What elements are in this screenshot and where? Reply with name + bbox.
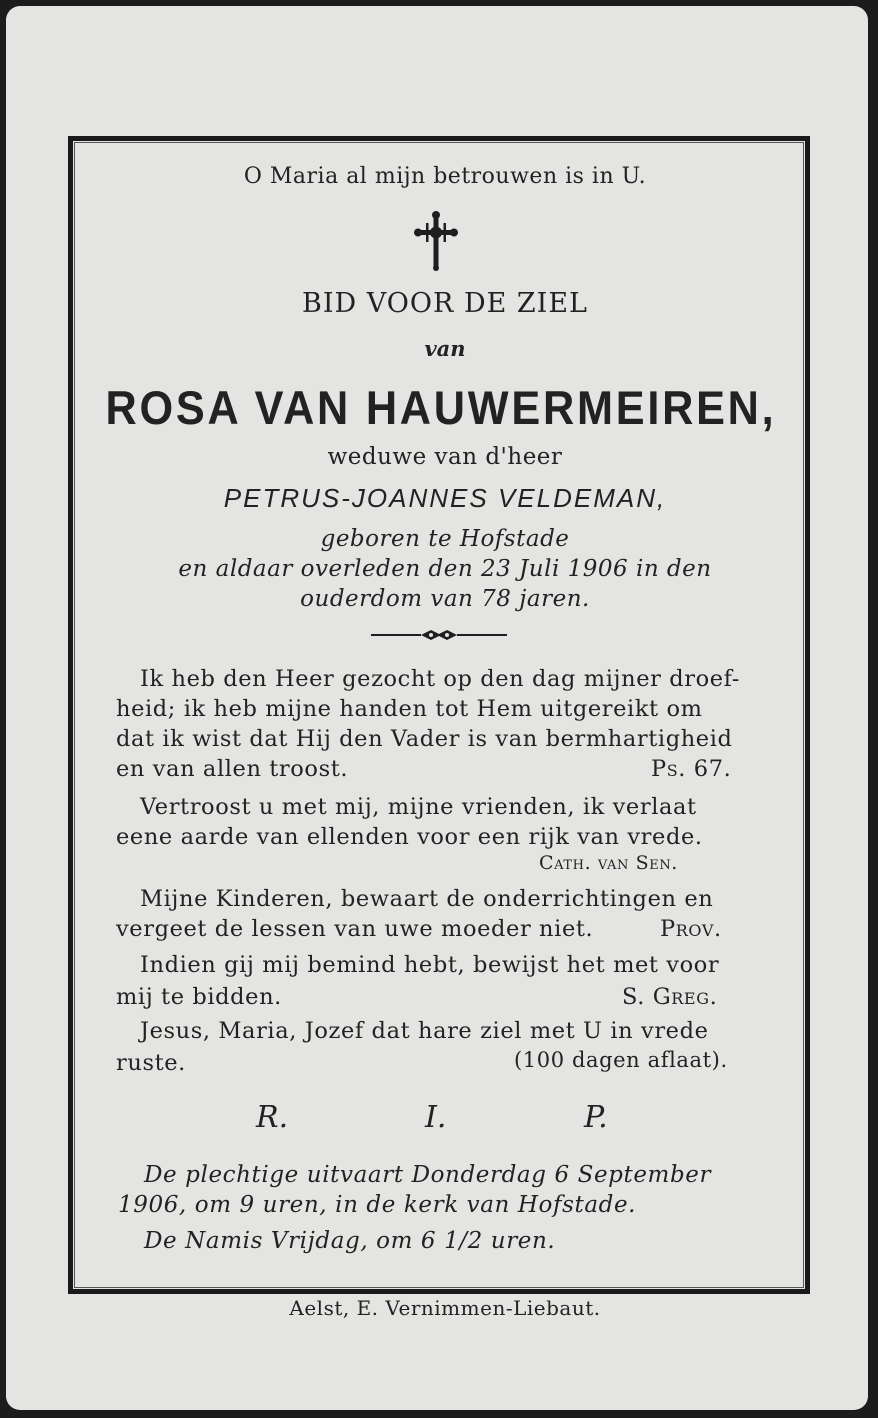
verse-1-source: Ps. 67. bbox=[651, 756, 732, 782]
birth-line: geboren te Hofstade bbox=[320, 526, 570, 552]
verse-5-source: (100 dagen aflaat). bbox=[514, 1048, 728, 1072]
rip-p: P. bbox=[584, 1100, 608, 1135]
verse-3-line-1: Mijne Kinderen, bewaart de onderrichtingen en bbox=[140, 886, 714, 912]
funeral-line-2: 1906, om 9 uren, in de kerk van Hofstade. bbox=[118, 1192, 637, 1218]
spouse-name: PETRUS-JOANNES VELDEMAN, bbox=[223, 483, 667, 513]
verse-1-line-1: Ik heb den Heer gezocht op den dag mijner droef- bbox=[140, 666, 740, 692]
motto: O Maria al mijn betrouwen is in U. bbox=[243, 164, 647, 189]
funeral-line-3: De Namis Vrijdag, om 6 1/2 uren. bbox=[144, 1228, 556, 1254]
verse-1-line-4: en van allen troost. bbox=[116, 756, 349, 782]
cross-icon bbox=[414, 210, 458, 272]
memorial-card bbox=[6, 6, 868, 1410]
ornament-divider bbox=[371, 628, 507, 642]
verse-1-line-3: dat ik wist dat Hij den Vader is van bermhartigheid bbox=[116, 726, 733, 752]
verse-3-source: Prov. bbox=[660, 916, 722, 942]
verse-3-line-2: vergeet de lessen van uwe moeder niet. bbox=[116, 916, 594, 942]
verse-4-source: S. Greg. bbox=[622, 984, 718, 1010]
verse-4-line-1: Indien gij mij bemind hebt, bewijst het met voor bbox=[140, 952, 720, 978]
verse-5-line-1: Jesus, Maria, Jozef dat hare ziel met U in vrede bbox=[140, 1018, 709, 1044]
heading: BID VOOR DE ZIEL bbox=[302, 288, 588, 319]
verse-1-line-2: heid; ik heb mijne handen tot Hem uitgereikt om bbox=[116, 696, 703, 722]
verse-2-source: Cath. van Sen. bbox=[539, 852, 678, 874]
verse-5-line-2: ruste. bbox=[116, 1050, 186, 1076]
death-line-2: ouderdom van 78 jaren. bbox=[300, 586, 590, 612]
rip-r: R. bbox=[256, 1100, 289, 1135]
deceased-name: ROSA VAN HAUWERMEIREN, bbox=[105, 381, 777, 434]
van-label: van bbox=[424, 336, 466, 361]
rip-i: I. bbox=[425, 1100, 447, 1135]
verse-4-line-2: mij te bidden. bbox=[116, 984, 282, 1010]
printer-imprint: Aelst, E. Vernimmen-Liebaut. bbox=[289, 1296, 601, 1320]
funeral-line-1: De plechtige uitvaart Donderdag 6 September bbox=[144, 1162, 712, 1188]
death-line-1: en aldaar overleden den 23 Juli 1906 in den bbox=[178, 556, 712, 582]
verse-2-line-1: Vertroost u met mij, mijne vrienden, ik verlaat bbox=[140, 794, 697, 820]
relation-line: weduwe van d'heer bbox=[327, 444, 563, 470]
verse-2-line-2: eene aarde van ellenden voor een rijk van vrede. bbox=[116, 824, 703, 850]
